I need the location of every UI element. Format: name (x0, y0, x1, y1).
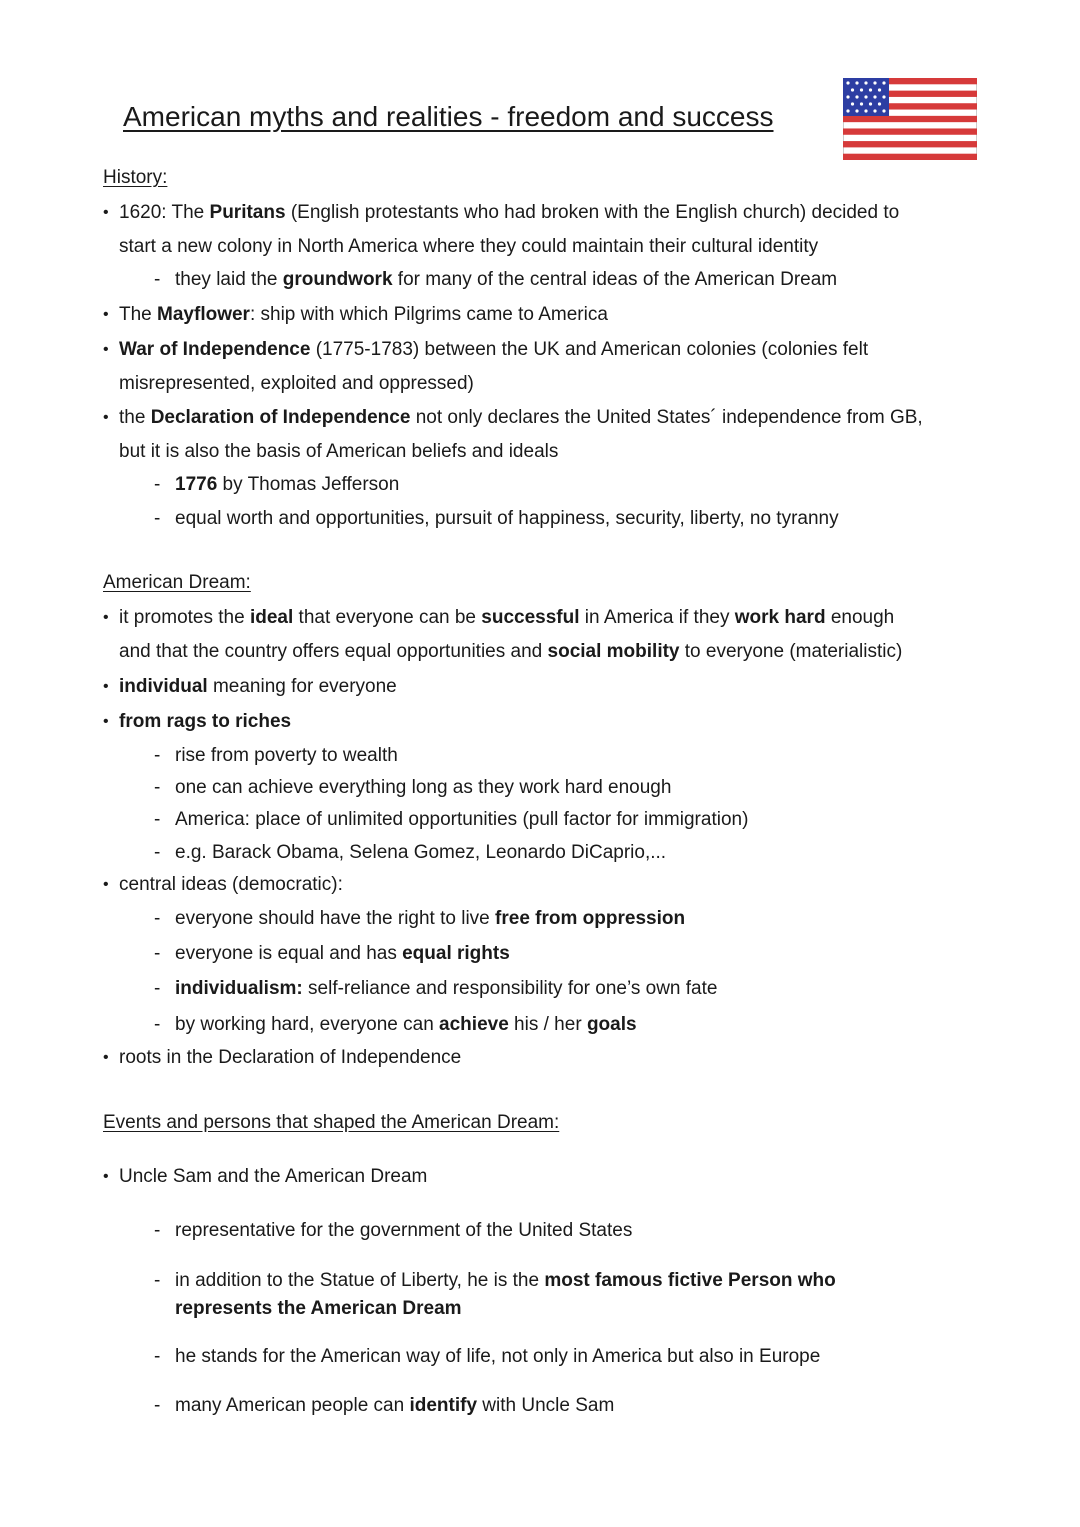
sub-list-item: - they laid the groundwork for many of the central ideas of the American Dream (154, 269, 838, 290)
list-item: • War of Independence (1775-1783) between the UK and American colonies (colonies felt misrepresented, exploited and oppressed) (103, 339, 869, 394)
sub-list-item: - in addition to the Statue of Liberty, he is the most famous fictive Person who represents the American Dream (154, 1270, 836, 1319)
sub-list-item: - he stands for the American way of life, not only in America but also in Europe (154, 1346, 821, 1367)
section-heading-events: Events and persons that shaped the American Dream: (103, 1112, 560, 1133)
sub-list-item: - equal worth and opportunities, pursuit of happiness, security, liberty, no tyranny (154, 508, 839, 529)
sub-list-item: - America: place of unlimited opportunities (pull factor for immigration) (154, 809, 749, 830)
sub-list-item: - everyone is equal and has equal rights (154, 943, 510, 964)
list-item: • roots in the Declaration of Independence (103, 1047, 462, 1068)
sub-list-item: - e.g. Barack Obama, Selena Gomez, Leonardo DiCaprio,... (154, 842, 667, 863)
sub-list-item: - many American people can identify with Uncle Sam (154, 1395, 615, 1416)
page-title: American myths and realities - freedom and success (123, 101, 774, 132)
list-item: • 1620: The Puritans (English protestants who had broken with the English church) decided to start a new colony in North America where they could maintain their cultural identity (119, 196, 899, 264)
sub-list-item: - by working hard, everyone can achieve his / her goals (154, 1014, 637, 1035)
list-item: • it promotes the ideal that everyone can be successful in America if they work hard enough and that the country offers equal opportunities and social mobility to everyone (materialistic) (103, 607, 903, 662)
sub-list-item: - individualism: self-reliance and responsibility for one’s own fate (154, 978, 718, 999)
sub-list-item: - one can achieve everything long as they work hard enough (154, 777, 672, 798)
list-item: • central ideas (democratic): (103, 874, 343, 895)
section-heading-american-dream: American Dream: (103, 572, 251, 593)
us-flag-icon (843, 78, 977, 160)
sub-list-item: - representative for the government of the United States (154, 1220, 633, 1241)
list-item: • The Mayflower: ship with which Pilgrims came to America (103, 304, 608, 325)
section-heading-history: History: (103, 167, 168, 188)
sub-list-item: - rise from poverty to wealth (154, 745, 398, 766)
list-item: • from rags to riches (103, 711, 292, 732)
list-item: • individual meaning for everyone (103, 676, 397, 697)
list-item: • Uncle Sam and the American Dream (103, 1166, 428, 1187)
bullet: • (103, 204, 109, 221)
list-item: • the Declaration of Independence not only declares the United States´ independence from GB, but it is also the basis of American beliefs and ideals (103, 407, 923, 462)
sub-list-item: - 1776 by Thomas Jefferson (154, 474, 400, 495)
sub-list-item: - everyone should have the right to live free from oppression (154, 908, 686, 929)
